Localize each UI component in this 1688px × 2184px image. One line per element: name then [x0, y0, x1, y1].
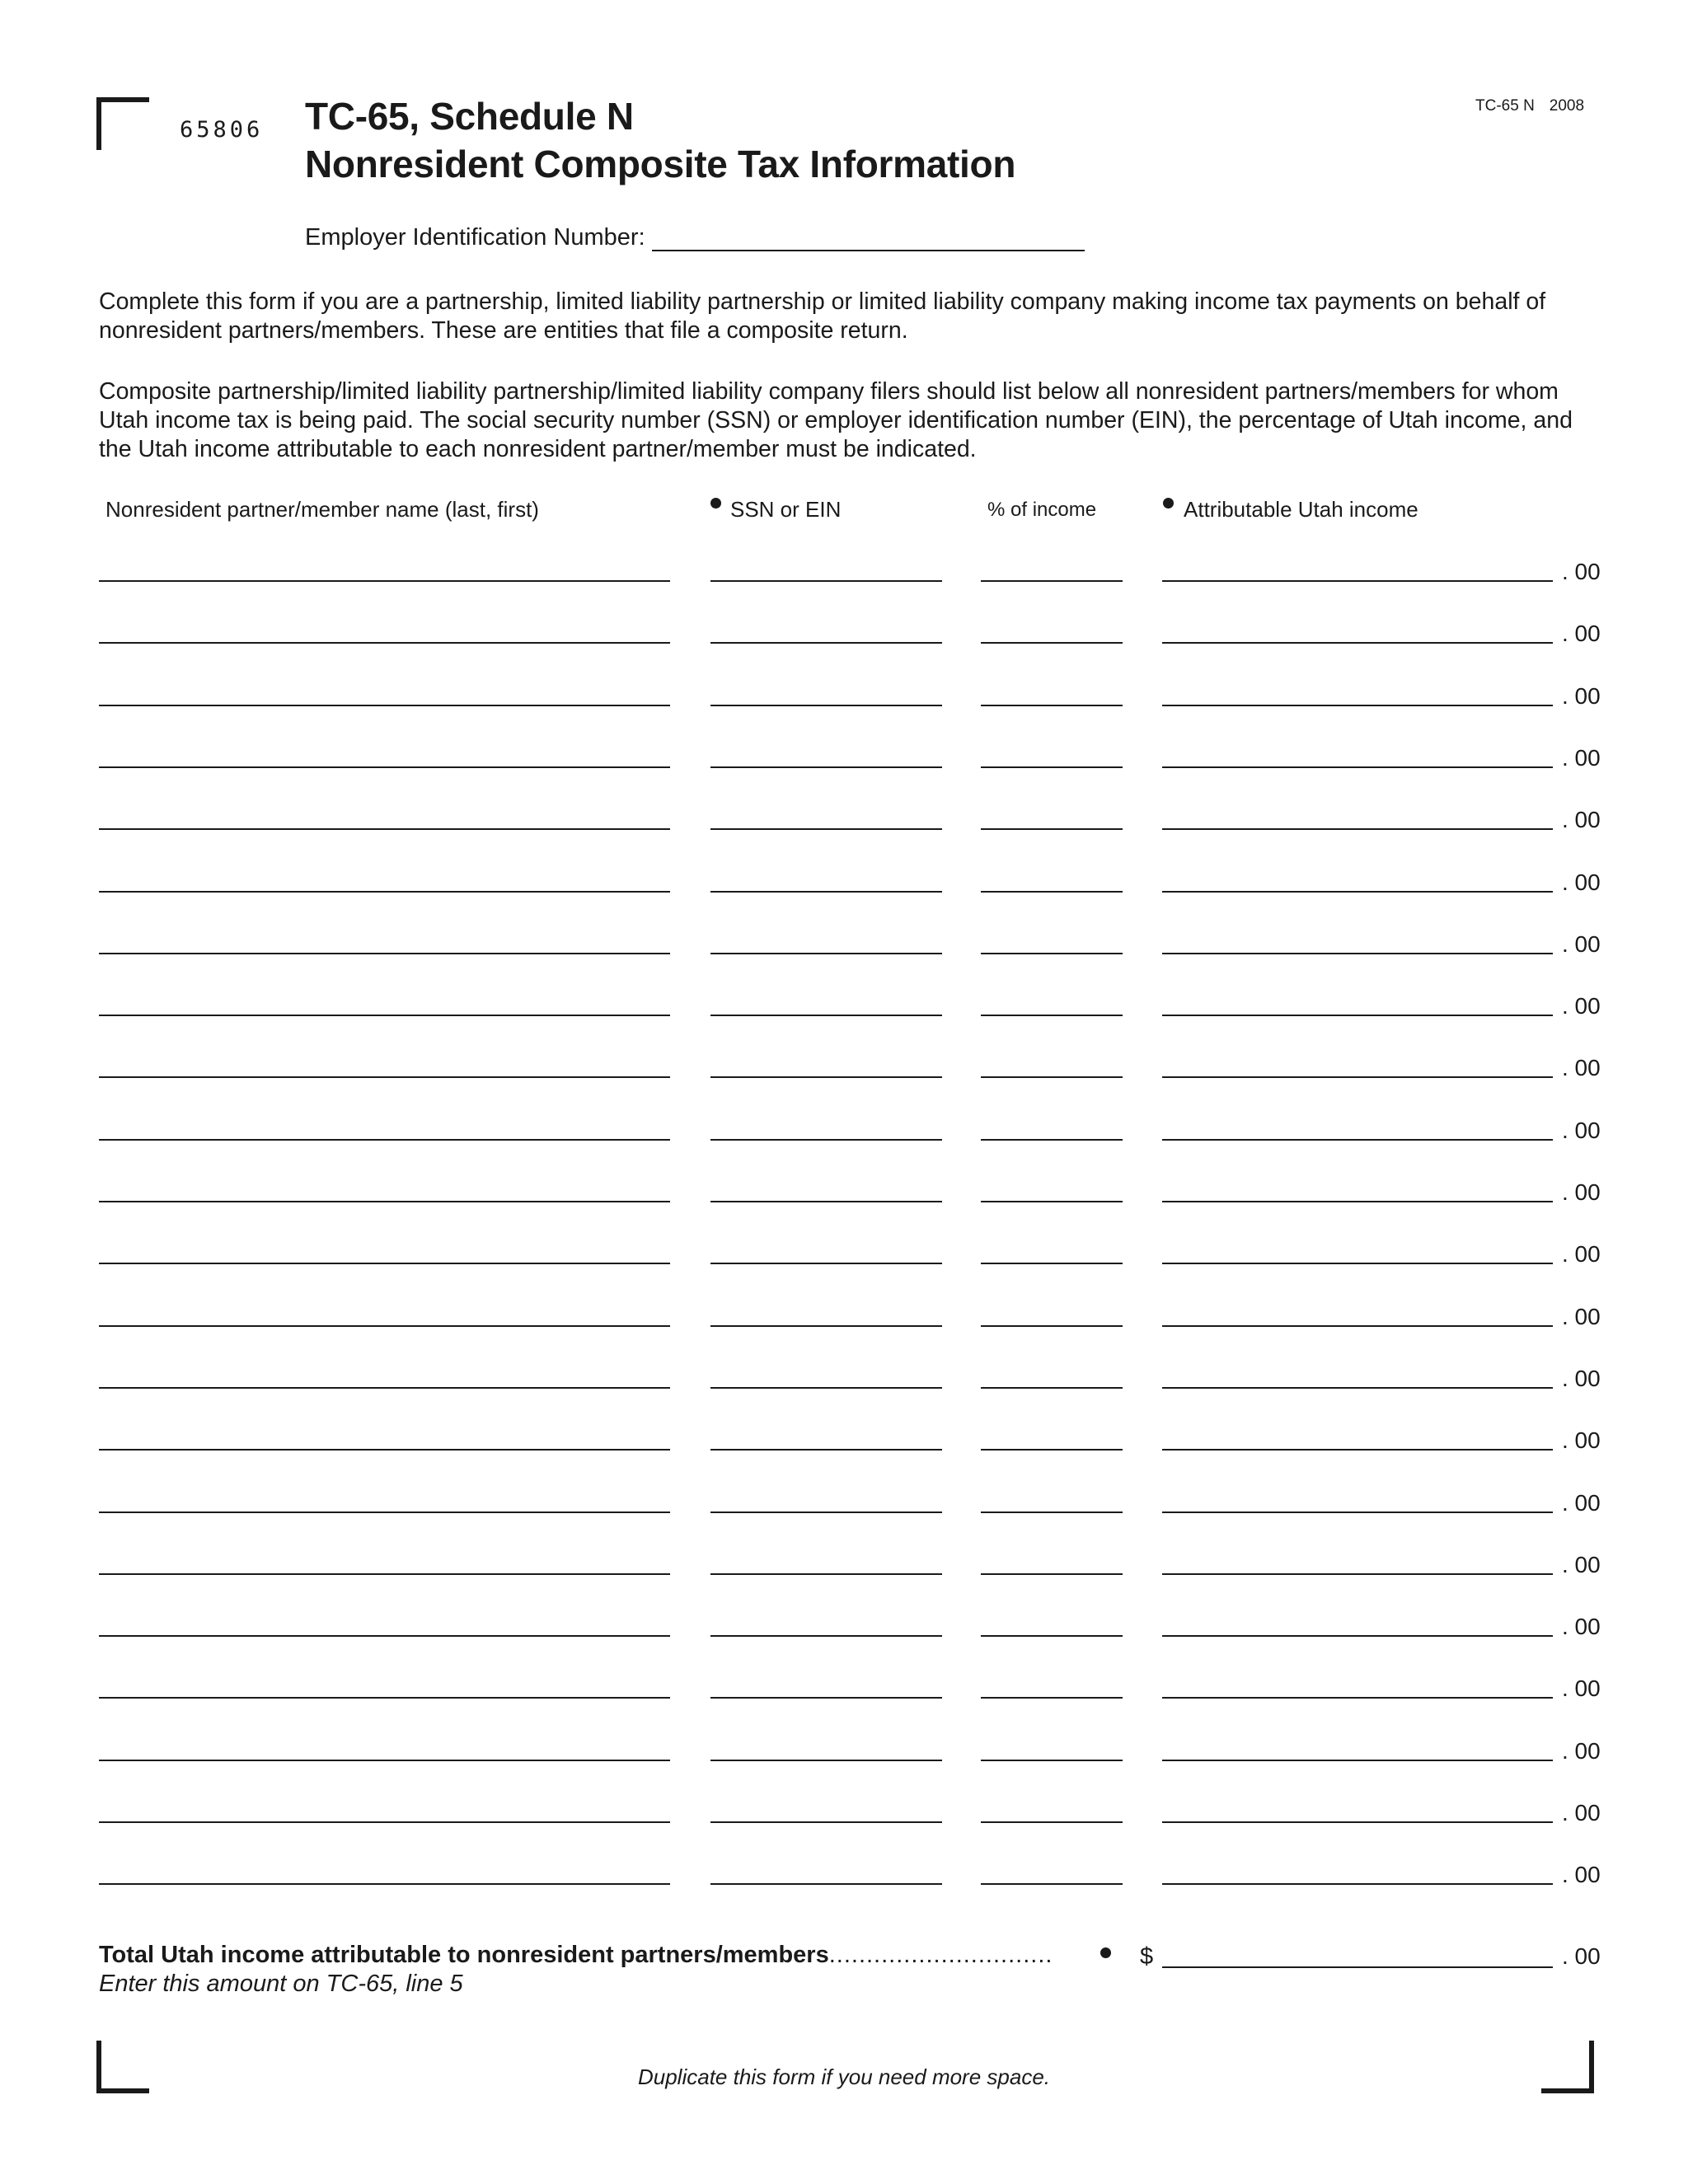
table-row	[0, 1389, 1688, 1454]
column-header-ssn: SSN or EIN	[730, 497, 842, 522]
income-field[interactable]	[1162, 1883, 1553, 1885]
percent-field[interactable]	[981, 1883, 1123, 1885]
form-identifier	[1475, 97, 1584, 115]
table-row	[0, 1202, 1688, 1268]
cents-label: . 00	[1562, 930, 1601, 957]
cents-label: . 00	[1562, 682, 1601, 709]
cents-label: . 00	[1562, 993, 1601, 1019]
table-row	[0, 1016, 1688, 1081]
bullet-icon	[1100, 1947, 1111, 1958]
cents-label: . 00	[1562, 1489, 1601, 1516]
table-row	[0, 1265, 1688, 1327]
cents-label: . 00	[1562, 1614, 1601, 1640]
cents-label: . 00	[1562, 1241, 1601, 1268]
registration-mark-top-left	[96, 97, 149, 150]
title-line-1: TC-65, Schedule N	[305, 95, 634, 138]
form-number: TC-65 N	[1475, 97, 1535, 115]
instruction-paragraph-2: Composite partnership/limited liability partnership/limited liability company filers should list below all nonresident partners/members for whom Utah income tax is being paid. The social security number (SSN) or employer identification number (EIN), the percentage of Utah income, and the Utah income attributable to each nonresident partner/member must be indicated.	[99, 378, 1573, 462]
table-row	[0, 644, 1688, 709]
form-scan-code: 65806	[180, 117, 264, 143]
total-income-field[interactable]	[1162, 1966, 1553, 1968]
cents-label: . 00	[1562, 1800, 1601, 1825]
cents-label: . 00	[1562, 1427, 1601, 1454]
table-row	[0, 831, 1688, 893]
column-header-income: Attributable Utah income	[1184, 497, 1418, 522]
cents-label: . 00	[1562, 1862, 1601, 1888]
cents-label: . 00	[1562, 1365, 1601, 1391]
instruction-paragraph-1: Complete this form if you are a partnership, limited liability partnership or limited liability company making income tax payments on behalf of nonresident partners/members. These are entities that file a composite return.	[99, 288, 1546, 344]
cents-label: . 00	[1562, 1117, 1601, 1143]
table-row	[0, 582, 1688, 647]
bullet-icon	[710, 498, 721, 509]
name-field[interactable]	[99, 1883, 670, 1885]
form-year: 2008	[1549, 97, 1585, 115]
table-row	[0, 893, 1688, 957]
page-title	[305, 92, 1015, 188]
ein-row	[305, 224, 1085, 251]
column-header-name: Nonresident partner/member name (last, first)	[106, 497, 539, 522]
footer-note: Duplicate this form if you need more space.	[637, 2064, 1051, 2089]
table-row	[0, 520, 1688, 582]
cents-label: . 00	[1562, 1179, 1601, 1205]
total-cents: . 00	[1562, 1943, 1601, 1969]
table-row	[0, 1575, 1688, 1640]
table-row	[0, 1823, 1688, 1888]
cents-label: . 00	[1562, 1303, 1601, 1329]
cents-label: . 00	[1562, 1675, 1601, 1702]
title-line-2: Nonresident Composite Tax Information	[305, 143, 1016, 185]
table-row	[0, 1699, 1688, 1764]
column-header-percent: % of income	[987, 499, 1097, 521]
cents-label: . 00	[1562, 1551, 1601, 1577]
cents-label: . 00	[1562, 621, 1601, 647]
total-label-text: Total Utah income attributable to nonresident partners/members	[99, 1942, 829, 1968]
table-row	[0, 1327, 1688, 1389]
table-row	[0, 1451, 1688, 1516]
cents-label: . 00	[1562, 559, 1601, 584]
cents-label: . 00	[1562, 1737, 1601, 1764]
table-row	[0, 706, 1688, 771]
total-leader-dots: ..............................	[828, 1942, 1053, 1968]
table-row	[0, 1141, 1688, 1205]
table-row	[0, 1079, 1688, 1141]
total-instruction: Enter this amount on TC-65, line 5	[99, 1971, 463, 1997]
cents-label: . 00	[1562, 869, 1601, 895]
cents-label: . 00	[1562, 744, 1601, 771]
dollar-sign: $	[1140, 1943, 1154, 1970]
table-row	[0, 1637, 1688, 1702]
table-row	[0, 1761, 1688, 1823]
cents-label: . 00	[1562, 807, 1601, 833]
total-label	[99, 1942, 1053, 1969]
ssn-field[interactable]	[710, 1883, 942, 1885]
cents-label: . 00	[1562, 1055, 1601, 1081]
ein-field[interactable]	[652, 225, 1085, 251]
table-row	[0, 768, 1688, 833]
bullet-icon	[1163, 498, 1174, 509]
table-row	[0, 954, 1688, 1019]
table-row	[0, 1513, 1688, 1575]
ein-label: Employer Identification Number:	[305, 224, 645, 251]
